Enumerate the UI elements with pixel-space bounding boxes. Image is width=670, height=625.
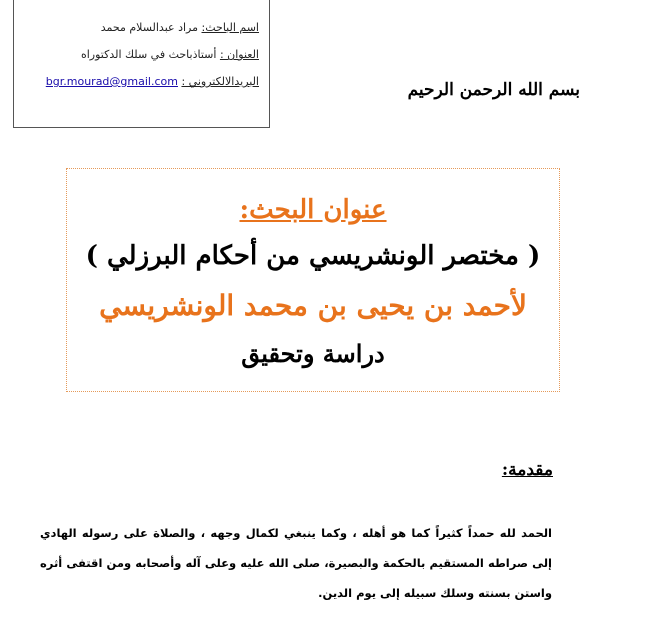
researcher-title-line — [24, 41, 259, 68]
researcher-name-line — [24, 14, 259, 41]
researcher-name-label: اسم الباحث: — [201, 21, 259, 34]
research-title-heading: عنوان البحث: — [239, 195, 387, 225]
intro-paragraph: الحمد لله حمداً كثيراً كما هو أهله ، وكما ينبغي لكمال وجهه ، والصلاة على رسوله الهادي إلى صراطه المستقيم بالحكمة والبصيرة، صلى الله عليه وعلى آله وأصحابه ومن اقتفى أثره واستن بسنته وسلك سبيله إلى يوم الدين. — [40, 526, 552, 600]
researcher-name-value: مراد عبدالسلام محمد — [100, 21, 202, 34]
researcher-title-value: أستاذباحث في سلك الدكتوراه — [80, 48, 220, 61]
researcher-title-label: العنوان : — [219, 48, 259, 61]
researcher-email-label: البريدالالكتروني : — [181, 75, 259, 88]
research-title-box — [66, 168, 560, 392]
research-title-study: دراسة وتحقيق — [241, 339, 385, 368]
researcher-info-box — [13, 0, 270, 128]
intro-heading: مقدمة: — [501, 460, 553, 480]
research-title-book: ( مختصر الونشريسي من أحكام البرزلي ) — [85, 241, 541, 271]
research-title-author: لأحمد بن يحيى بن محمد الونشريسي — [99, 289, 527, 322]
researcher-email-line — [24, 68, 259, 95]
basmala: بسم الله الرحمن الرحيم — [407, 80, 580, 100]
researcher-email-link[interactable]: bgr.mourad@gmail.com — [45, 75, 178, 88]
